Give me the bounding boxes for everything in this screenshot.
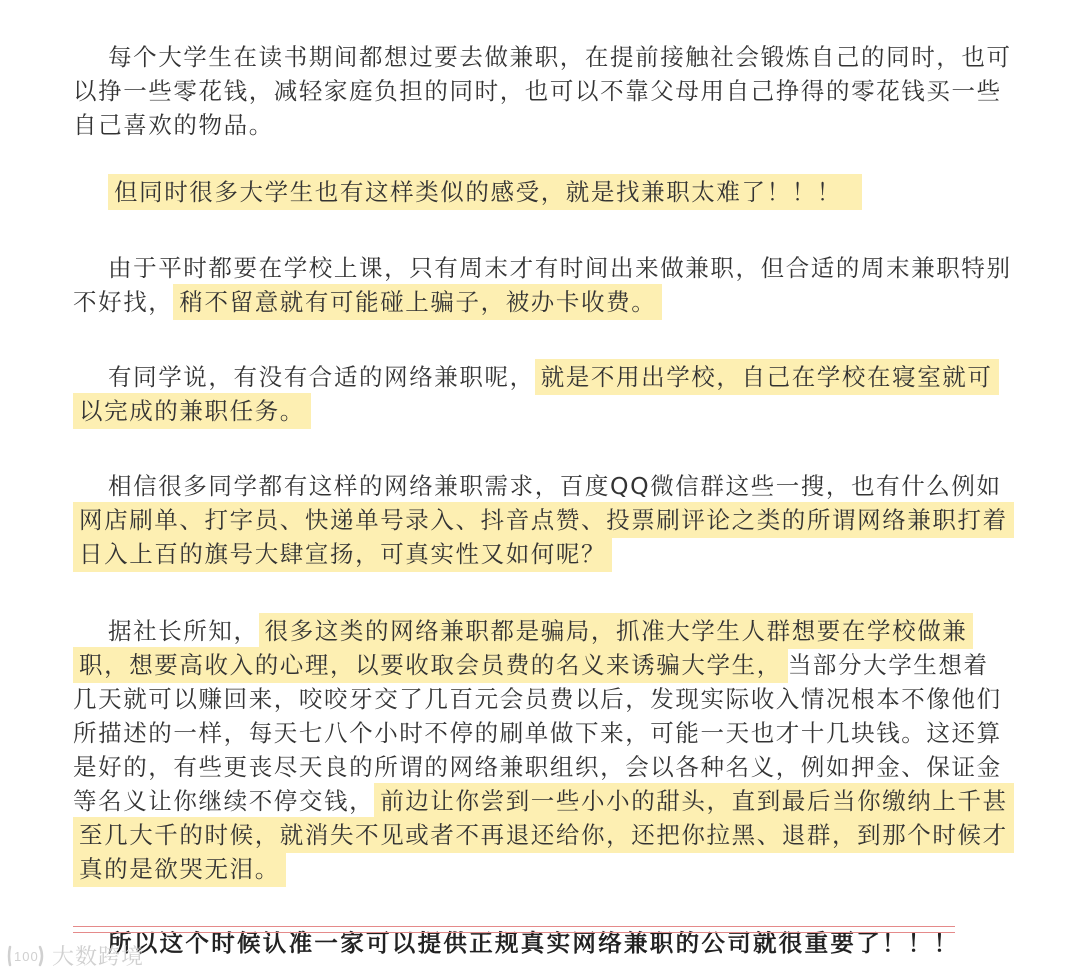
watermark-logo-icon [6, 943, 48, 969]
paragraph-examples [73, 469, 1013, 571]
highlight-difficulty: 但同时很多大学生也有这样类似的感受，就是找兼职太难了！！！ [108, 174, 862, 210]
paragraph-online-text: 有同学说，有没有合适的网络兼职呢， [108, 363, 535, 391]
watermark [6, 940, 144, 971]
paragraph-online [73, 360, 1013, 428]
conclusion-heading: 所以这个时候认准一家可以提供正规真实网络兼职的公司就很重要了！！！ [108, 929, 960, 957]
watermark-text: 大数跨境 [52, 945, 145, 970]
paragraph-weekend-text: 由于平时都要在学校上课，只有周末才有时间出来做兼职，但合适的周末兼职特别不好找， [73, 254, 1012, 316]
svg-text:100: 100 [14, 948, 39, 964]
highlight-scam-warning: 稍不留意就有可能碰上骗子，被办卡收费。 [173, 284, 662, 320]
paragraph-weekend [73, 251, 1013, 319]
divider-line-bottom [73, 932, 955, 933]
paragraph-scam-lead: 据社长所知， [108, 617, 259, 645]
paragraph-scam-details [73, 614, 1013, 886]
highlight-scam-outcome: 前边让你尝到一些小小的甜头，直到最后当你缴纳上千甚至几大千的时候，就消失不见或者不再退还给你，还把你拉黑、退群，到那个时候才真的是欲哭无泪。 [73, 783, 1014, 887]
highlight-scam-method: 很多这类的网络兼职都是骗局，抓准大学生人群想要在学校做兼职，想要高收入的心理，以要收取会员费的名义来诱骗大学生， [73, 613, 973, 683]
paragraph-difficulty [73, 175, 1013, 209]
paragraph-intro-text: 每个大学生在读书期间都想过要去做兼职，在提前接触社会锻炼自己的同时，也可以挣一些零花钱，减轻家庭负担的同时，也可以不靠父母用自己挣得的零花钱买一些自己喜欢的物品。 [73, 43, 1012, 139]
highlight-job-examples: 网店刷单、打字员、快递单号录入、抖音点赞、投票刷评论之类的所谓网络兼职打着日入上百的旗号大肆宣扬，可真实性又如何呢？ [73, 502, 1014, 572]
paragraph-scam-middle: 当部分大学生想着几天就可以赚回来，咬咬牙交了几百元会员费以后，发现实际收入情况根本不像他们所描述的一样，每天七八个小时不停的刷单做下来，可能一天也才十几块钱。这还算是好的，有些更丧尽天良的所谓的网络兼职组织，会以各种名义，例如押金、保证金等名义让你继续不停交钱， [73, 651, 1002, 815]
paragraph-intro [73, 40, 1013, 142]
highlight-online-tasks: 就是不用出学校，自己在学校在寝室就可以完成的兼职任务。 [73, 359, 999, 429]
article-body [73, 40, 1013, 960]
divider-line-top [73, 926, 955, 927]
paragraph-examples-text: 相信很多同学都有这样的网络兼职需求，百度QQ微信群这些一搜，也有什么例如 [108, 472, 1002, 500]
